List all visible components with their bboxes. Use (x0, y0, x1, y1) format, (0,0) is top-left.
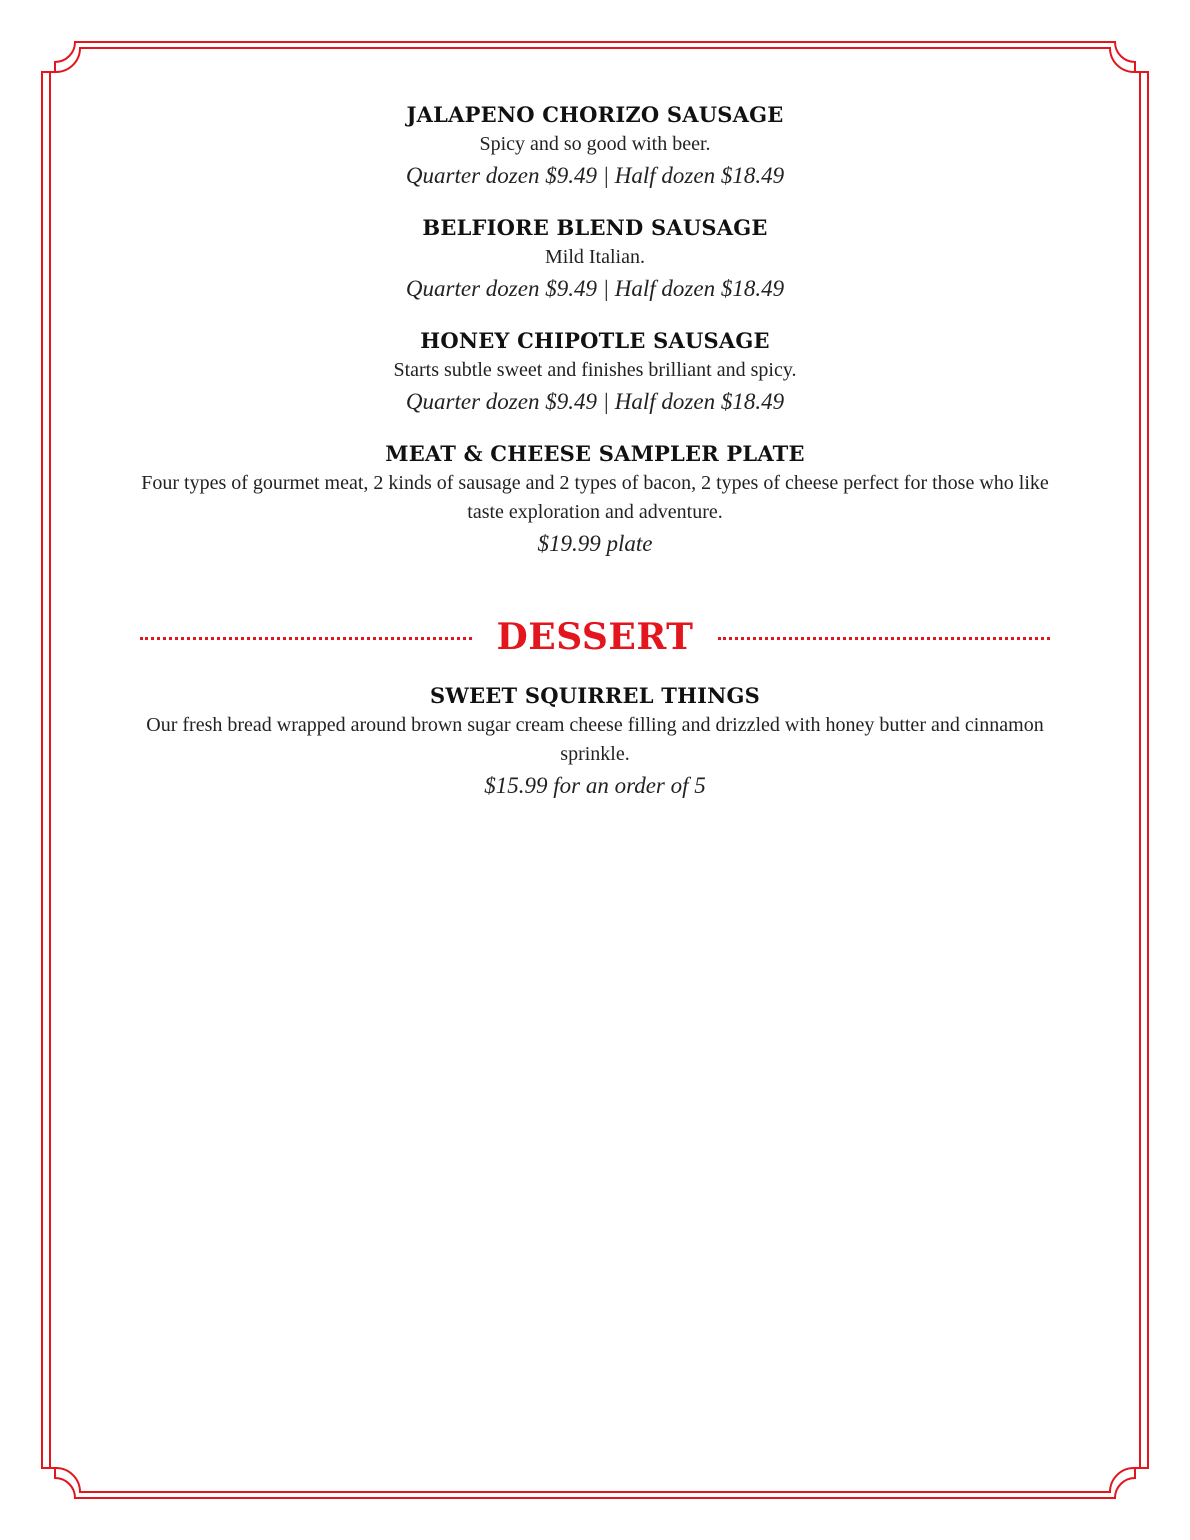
item-name: JALAPENO CHORIZO SAUSAGE (406, 102, 784, 127)
item-price: $19.99 plate (537, 531, 653, 556)
menu-item (130, 681, 1060, 803)
dotted-divider-left (140, 637, 472, 640)
item-name: BELFIORE BLEND SAUSAGE (422, 215, 768, 240)
item-description: Our fresh bread wrapped around brown sugar cream cheese filling and drizzled with honey butter and cinnamon sprinkle. (146, 714, 1044, 765)
item-description: Spicy and so good with beer. (479, 133, 711, 155)
item-price: Quarter dozen $9.49 | Half dozen $18.49 (405, 163, 785, 188)
item-name: SWEET SQUIRREL THINGS (429, 683, 761, 708)
item-price: Quarter dozen $9.49 | Half dozen $18.49 (405, 389, 785, 414)
menu-item (130, 213, 1060, 306)
item-description: Starts subtle sweet and finishes brilliant and spicy. (393, 359, 797, 381)
item-price: Quarter dozen $9.49 | Half dozen $18.49 (405, 276, 785, 301)
menu-item (130, 100, 1060, 193)
item-price: $15.99 for an order of 5 (484, 773, 706, 798)
menu-content (130, 100, 1060, 823)
item-name: MEAT & CHEESE SAMPLER PLATE (385, 441, 805, 466)
menu-item (130, 326, 1060, 419)
section-header-dessert (130, 607, 1060, 667)
item-name: HONEY CHIPOTLE SAUSAGE (420, 328, 770, 353)
item-description: Mild Italian. (545, 246, 645, 268)
item-description: Four types of gourmet meat, 2 kinds of sausage and 2 types of bacon, 2 types of cheese perfect for those who like taste exploration and adventure. (141, 472, 1049, 523)
dotted-divider-right (718, 637, 1050, 640)
menu-item (130, 439, 1060, 561)
section-title: DESSERT (496, 616, 694, 658)
